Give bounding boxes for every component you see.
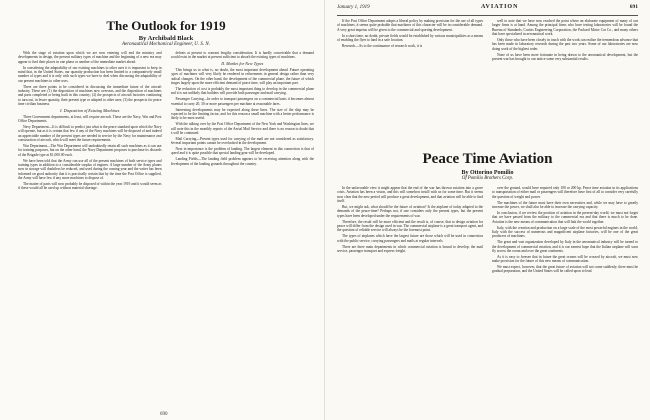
paragraph: Three Government departments, at least, will require aircraft. These are the Navy, War and Post Office Departments. [18, 114, 162, 123]
paragraph: well to note that we have now reached the point where an elaborate equipment of many of our larger firms is at hand. Among the principal firms who have testing laboratories will be found the Bureau of Standards, Curtiss Engineering Corporation, the Packard Motor Car Co., and many others that have specialized in aeronautical work. [492, 19, 638, 37]
author-affiliation: Of Pomilio Brothers Corp. [461, 176, 514, 181]
author-affiliation: Aeronautical Mechanical Engineer, U. S. N. [122, 42, 210, 47]
paragraph: In conclusion, if we review the position of aviation in the present-day world, we must not forget that we have passed from the military to the commercial era and that there is much to be done. Aviation is the new means of communication that will link the world together. [492, 210, 638, 224]
text-column [171, 51, 315, 387]
paragraph: We must expect, however, that the great future of aviation will not come suddenly; there must be gradual preparation, and the United States will be called upon to lead. [492, 265, 638, 274]
text-column [492, 186, 638, 412]
article-byline: By Archibald Black [138, 35, 194, 42]
paragraph: In a short time, no doubt, private fields would be established by various municipalities as a means of enabling the flyer to land in a safe location. [337, 33, 483, 42]
paragraph: In the unfavorable view it might appear that the end of the war has thrown aviation into a grave crisis. Aviation has been a vision, and this will somehow instill with us for some time. But it seems now clear that the new period will produce a great development, and that aviation will be able to find itself. [337, 186, 483, 204]
page-number: 691 [629, 4, 638, 10]
paragraph: But, we might ask, what should be the future of aviation? Is the airplane of today adapted to the demands of the peace-time? Perhaps not, if one considers only the present types, but the present types have been developed under the requirements of war. [337, 204, 483, 218]
paragraph: Navy Department—It is difficult to predict just what is the peace standard upon which the Navy will operate, but as it is certain that few if any of the Navy machines will be disposed of and indeed an appreciable number of the present types are needed in service by the Navy for maintenance and construction of aircraft, which will meet the future requirements. [18, 124, 162, 142]
paragraph: War Department—The War Department will undoubtedly retain all such machines as it can use for training purposes, but on the other hand, the Navy Department proposes to purchase its discards of the Brigade type at $1,000.00 each. [18, 143, 162, 157]
paragraph: Passenger Carrying—In order to transport passengers on a commercial basis it becomes almost essential to carry 20, 30 or more passengers per machine at reasonable fares. [170, 97, 314, 106]
paragraph: defeats at present to warrant lengthy consideration. It is hardly conceivable that a demand would exist in the market at present sufficient to absorb the existing types of machines. [170, 51, 314, 60]
text-column [337, 186, 483, 412]
paragraph: With the talking over by the Post Office Department of the New York and Washington lines, we will note this in the monthly reports of the Aerial Mail Service and there is no reason to doubt that it will be continued. [170, 122, 314, 135]
paragraph: There are three points to be considered in discussing the immediate future of the aircraft industry. These are: (1) the disposition of machines now overseas, and the disposition of machines and parts completed or being built in this country; (2) the prospects of aircraft factories continuing to turn out, in lesser quantity, their present type or adapted to other uses; (3) the prospects for peace time civilian business. [18, 84, 162, 106]
text-column [337, 19, 483, 127]
paragraph: The machines of the future must have their own necessities and, while we may have to greatly increase the power, we shall also be able to increase the carrying capacity. [492, 200, 638, 209]
section-heading: II. Market for New Types [221, 61, 264, 67]
article-title: Peace Time Aviation [422, 151, 553, 167]
paragraph: Next in importance is the problem of landing. The largest element in this connection is that of speed and it is quite possible that special landing gear will be developed. [170, 147, 314, 156]
paragraph: The reduction of cost is probably the most important thing to develop in the commercial plane and it is not unlikely that builders will provide both passenger and mail carrying. [170, 87, 314, 96]
article-byline: By Ottorino Pomilio [461, 170, 514, 176]
article-columns [337, 186, 638, 412]
section-heading: I. Disposition of Existing Machines [60, 107, 120, 113]
running-header [337, 4, 638, 14]
paragraph: Interesting developments may be expected along these lines. The size of the ship may be expected to be the limiting factor, and for this reason a small machine with a better performance is likely to be most useful. [170, 107, 314, 121]
header-rule [337, 15, 638, 16]
paragraph: None of us have been more fortunate in being drawn to the aeronautical development, but the present war has brought to our notice some very substantial results. [492, 52, 638, 61]
paragraph: The matter of parts will now probably be disposed of within the year 1919 and it would seem as if these would all be used up without material shortage. [18, 181, 162, 191]
paragraph: Landing Fields—The landing field problem appears to be receiving attention along with the development of the landing grounds throughout the country. [170, 157, 314, 166]
paragraph: Italy, with the creation and production on a large scale of the most powerful engines in the world, Italy with the success of numerous and magnificent airplane factories, will be one of the great producers of machines. [492, 225, 638, 239]
paragraph: As it is easy to foresee that in future the great oceans will be crossed by aircraft, we must now make provision for the future of this new means of communication. [492, 254, 638, 264]
paragraph: With the stage of aviation upon which we are now entering will end the ministry and developments in design, the present military types of machine and the beginning of a new era may appear to find their places in one phase or another of the immediate market ahead. [18, 51, 162, 64]
page-number: 690 [160, 412, 168, 417]
text-column [18, 51, 162, 387]
paragraph: The great and vast organization developed by Italy in the aeronautical industry will be turned to the development of commercial aviation, and it is our earnest hope that the Italian airplane will soon fly across the ocean and over the great continents. [492, 240, 638, 253]
paragraph: The types of airplanes which have the largest future are those which will be used in connection with the public service, carrying passengers and mails at regular intervals. [337, 234, 483, 243]
issue-date: January 1, 1919 [337, 5, 370, 10]
magazine-name: AVIATION [480, 4, 519, 10]
paragraph: There are three main departments in which commercial aviation is bound to develop: the mail service, passenger transport and express freight. [337, 244, 483, 253]
article-title: The Outlook for 1919 [106, 18, 226, 33]
paragraph: Therefore, the result will be more efficient and the result is, of course, that to design aviation for peace will differ from the design used in war. The commercial airplane is a great transport agent, and the question of reliable service will always be the foremost point. [337, 219, 483, 233]
article-columns [18, 51, 314, 387]
paragraph: Mail Carrying—Present types used for carrying of the mail are not considered as satisfactory. Several important points cannot be overlooked in the development. [170, 136, 314, 146]
paragraph: We have been told that the Army can use all of the present machines of both service types and training types in addition to a considerable surplus of engines. A large number of the Army planes now in storage will doubtless be reduced, and used during the coming year and the writer has been informed on good authority that it is practically certain that by the time the Post Office is supplied, the Army will have few if any more machines to dispose of. [18, 158, 162, 180]
paragraph: In considering the adaptability of our existing machines to other uses it is important to keep in mind that, in the United States, our quantity production has been limited to a comparatively small number of types and it is only with such types we have to deal when discussing the adaptability of our present machines to other uses. [18, 65, 162, 83]
paragraph: Research—As to the continuance of research work, it is [342, 43, 423, 48]
paragraph: If the Post Office Department adopts a liberal policy by making provision for the use of all types of machines, it seems quite probable that machines of this character will be in considerable demand. A very great impetus will be given to the commercial and sporting development. [337, 19, 483, 32]
text-column [492, 19, 638, 127]
paragraph: Only those who have been closely in touch with the work can realize the tremendous advance that has been made in laboratory research during the past two years. Some of our laboratories are now doing work of the highest order. [492, 37, 638, 51]
paragraph: over the ground, would have required only 100 or 200 hp. Peace time aviation in its applications to transportation of either mail or passengers will therefore have first of all to consider very carefully the question of weight and power. [492, 186, 638, 199]
right-page [325, 0, 650, 420]
continued-columns [337, 19, 638, 127]
paragraph: This brings us to what is, no doubt, the most important development ahead. Future operating types of machines will very likely be rendered in refinements in general design rather than very radical changes. On the other hand, the development of the commercial plane, the future of which hinges largely upon the more efficient demand of peace time, will play an important part. [170, 68, 314, 86]
